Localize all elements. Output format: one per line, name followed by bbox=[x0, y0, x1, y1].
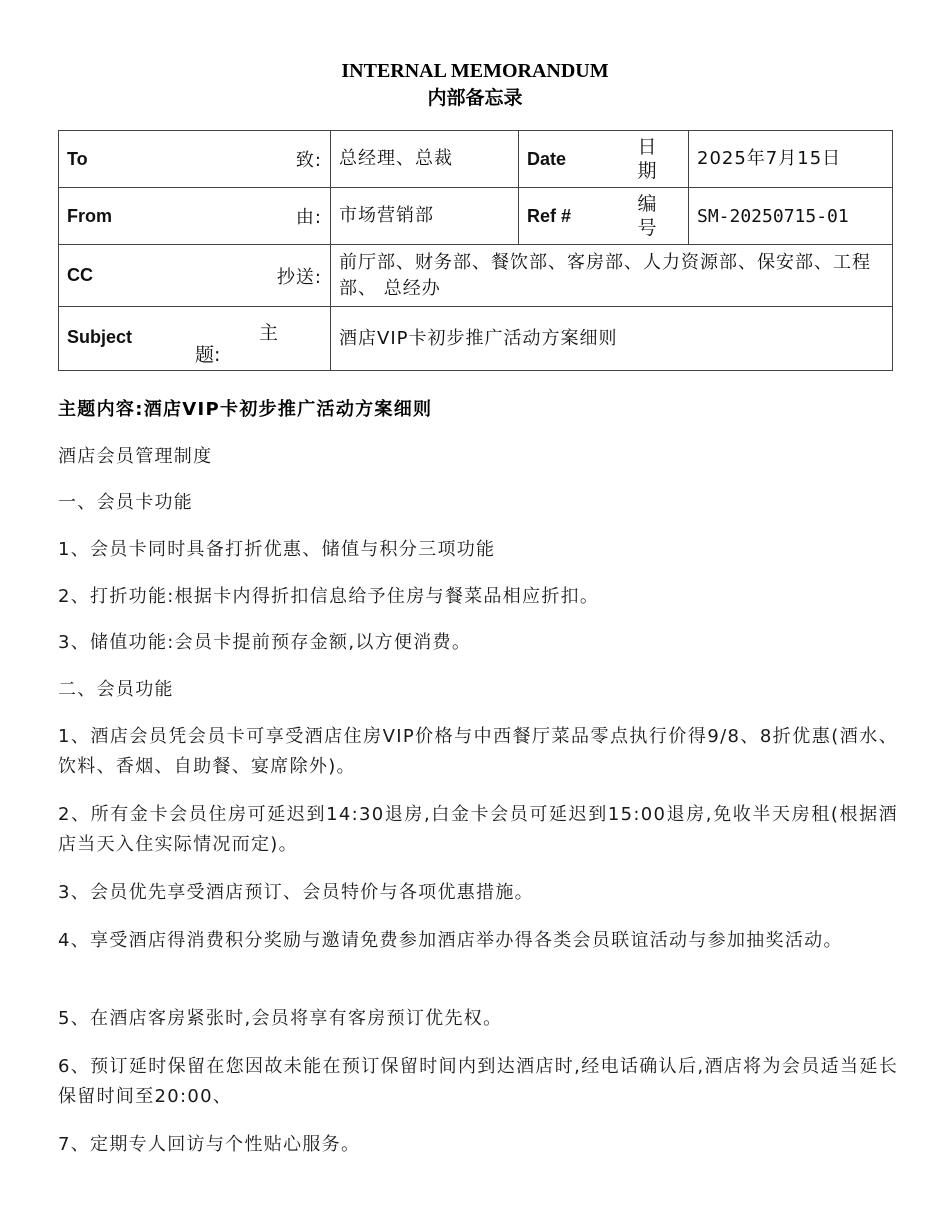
from-value-cell bbox=[331, 188, 519, 245]
to-value-cell bbox=[331, 131, 519, 188]
date-value-cell bbox=[689, 131, 893, 188]
part1-item-2: 2、打折功能:根据卡内得折扣信息给予住房与餐菜品相应折扣。 bbox=[58, 586, 600, 607]
subject-label-en: Subject bbox=[67, 326, 133, 347]
memo-title-block bbox=[0, 58, 950, 112]
memo-title-en: INTERNAL MEMORANDUM bbox=[341, 60, 609, 82]
part2-item-7: 7、定期专人回访与个性贴心服务。 bbox=[58, 1134, 361, 1155]
cc-value-cell bbox=[331, 245, 893, 307]
memo-header-table bbox=[58, 130, 893, 371]
date-label-en: Date bbox=[527, 148, 567, 169]
cc-label-cell bbox=[59, 245, 331, 307]
part2-item-4: 4、享受酒店得消费积分奖励与邀请免费参加酒店举办得各类会员联谊活动与参加抽奖活动。 bbox=[58, 930, 843, 951]
memo-title-cn: 内部备忘录 bbox=[427, 87, 523, 109]
date-value: 2025年7月15日 bbox=[697, 148, 842, 169]
part1-heading: 一、会员卡功能 bbox=[58, 492, 194, 513]
date-label-cell bbox=[519, 131, 689, 188]
from-label-cell bbox=[59, 188, 331, 245]
part2-item-5: 5、在酒店客房紧张时,会员将享有客房预订优先权。 bbox=[58, 1008, 503, 1029]
subject-label-cell bbox=[59, 307, 331, 371]
memo-row-subject bbox=[59, 307, 893, 371]
part1-item-1: 1、会员卡同时具备打折优惠、储值与积分三项功能 bbox=[58, 539, 496, 560]
to-label-cn: 致: bbox=[295, 150, 322, 171]
body-section-title: 酒店会员管理制度 bbox=[58, 446, 213, 467]
subject-value: 酒店VIP卡初步推广活动方案细则 bbox=[339, 327, 618, 349]
memo-row-cc bbox=[59, 245, 893, 307]
from-label-en: From bbox=[67, 205, 112, 226]
part2-item-6: 6、预订延时保留在您因故未能在预订保留时间内到达酒店时,经电话确认后,酒店将为会员适当延长保留时间至20:00、 bbox=[58, 1056, 898, 1107]
part2-heading: 二、会员功能 bbox=[58, 679, 174, 700]
cc-label-en: CC bbox=[67, 265, 93, 285]
ref-label-cell bbox=[519, 188, 689, 245]
cc-value: 前厅部、财务部、餐饮部、客房部、人力资源部、保安部、工程部、 总经办 bbox=[339, 251, 871, 299]
part2-item-2: 2、所有金卡会员住房可延迟到14:30退房,白金卡会员可延迟到15:00退房,免收半天房租(根据酒店当天入住实际情况而定)。 bbox=[58, 804, 898, 855]
ref-label-cn: 编号 bbox=[637, 193, 657, 239]
ref-value-cell bbox=[689, 188, 893, 245]
memo-row-to-date bbox=[59, 131, 893, 188]
ref-value: SM-20250715-01 bbox=[697, 205, 849, 227]
part1-item-3: 3、储值功能:会员卡提前预存金额,以方便消费。 bbox=[58, 632, 472, 653]
to-value: 总经理、总裁 bbox=[339, 148, 453, 169]
subject-label-cn-2: 题: bbox=[195, 343, 221, 366]
from-value: 市场营销部 bbox=[339, 205, 434, 226]
to-label-cell bbox=[59, 131, 331, 188]
subject-label-cn-1: 主 bbox=[259, 321, 279, 344]
ref-label-en: Ref # bbox=[527, 205, 572, 226]
cc-label-cn: 抄送: bbox=[276, 266, 322, 288]
memo-row-from-ref bbox=[59, 188, 893, 245]
part2-item-1: 1、酒店会员凭会员卡可享受酒店住房VIP价格与中西餐厅菜品零点执行价得9/8、8折优惠(酒水、饮料、香烟、自助餐、宴席除外)。 bbox=[58, 726, 898, 777]
date-label-cn: 日期 bbox=[637, 136, 657, 182]
body-subject-line: 主题内容:酒店VIP卡初步推广活动方案细则 bbox=[58, 399, 433, 420]
from-label-cn: 由: bbox=[295, 207, 322, 228]
subject-value-cell bbox=[331, 307, 893, 371]
to-label-en: To bbox=[67, 148, 88, 169]
part2-item-3: 3、会员优先享受酒店预订、会员特价与各项优惠措施。 bbox=[58, 882, 534, 903]
